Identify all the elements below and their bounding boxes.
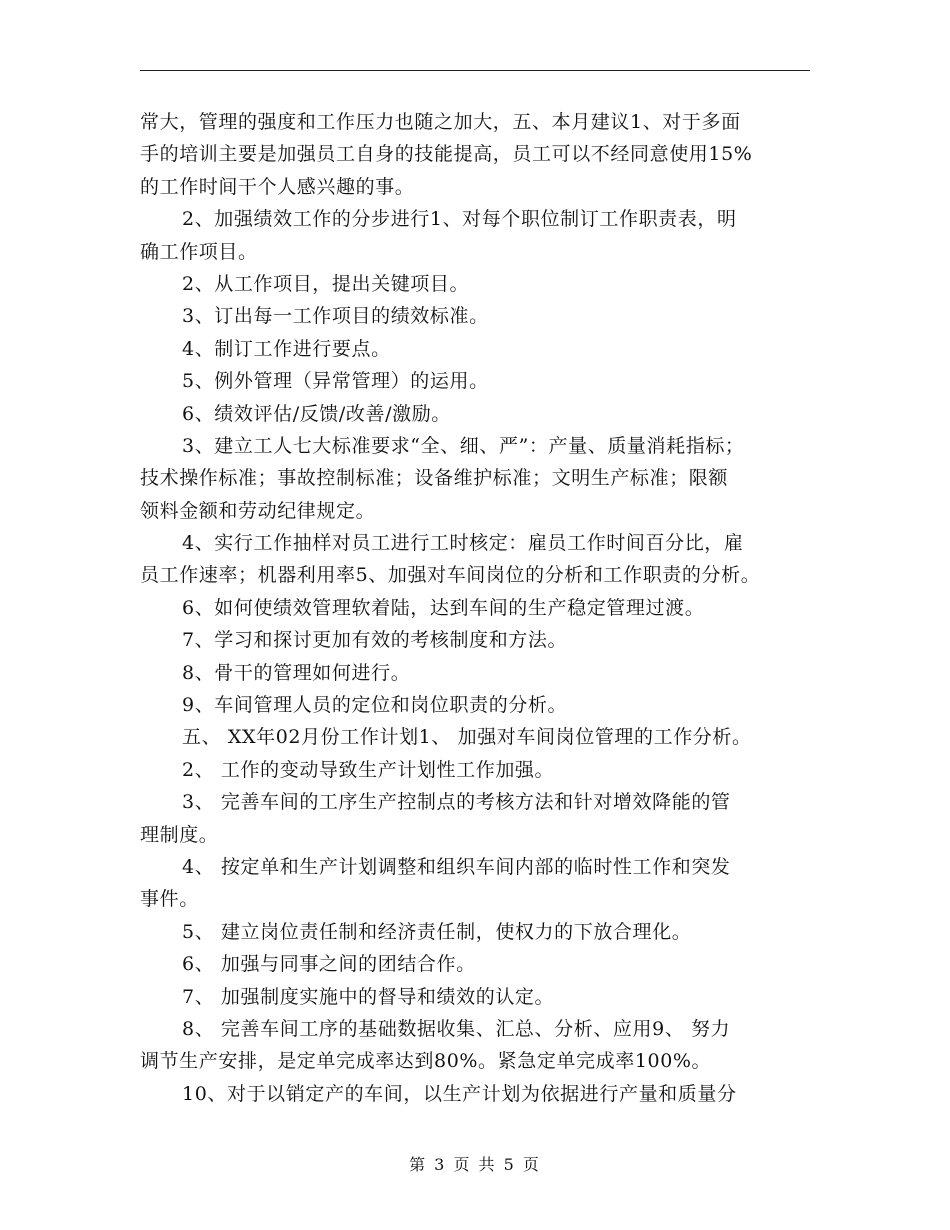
document-body — [140, 106, 820, 1110]
text-line: 员工作速率；机器利用率5、加强对车间岗位的分析和工作职责的分析。 — [140, 564, 761, 587]
text-line: 6、如何使绩效管理软着陆，达到车间的生产稳定管理过渡。 — [182, 596, 705, 619]
text-line: 理制度。 — [140, 823, 219, 846]
text-line: 6、 加强与同事之间的团结合作。 — [182, 953, 476, 976]
text-line: 调节生产安排，是定单完成率达到80%。紧急定单完成率100%。 — [140, 1050, 712, 1073]
text-line: 9、车间管理人员的定位和岗位职责的分析。 — [182, 694, 568, 717]
header-rule — [140, 70, 810, 71]
text-line: 5、 建立岗位责任制和经济责任制，使权力的下放合理化。 — [182, 920, 692, 943]
text-line: 事件。 — [140, 888, 199, 911]
text-line: 6、绩效评估/反馈/改善/激励。 — [182, 402, 451, 425]
text-line: 7、学习和探讨更加有效的考核制度和方法。 — [182, 629, 568, 652]
text-line: 3、 完善车间的工序生产控制点的考核方法和针对增效降能的管 — [182, 791, 731, 814]
text-line: 3、建立工人七大标准要求“全、细、严”：产量、质量消耗指标； — [182, 434, 745, 457]
text-line: 3、订出每一工作项目的绩效标准。 — [182, 305, 489, 328]
text-line: 2、 工作的变动导致生产计划性工作加强。 — [182, 758, 555, 781]
text-line: 8、 完善车间工序的基础数据收集、汇总、分析、应用9、 努力 — [182, 1017, 731, 1040]
text-line: 五、 XX年02月份工作计划1、 加强对车间岗位管理的工作分析。 — [182, 726, 752, 749]
text-line: 8、骨干的管理如何进行。 — [182, 661, 411, 684]
text-line: 7、 加强制度实施中的督导和绩效的认定。 — [182, 985, 555, 1008]
text-line: 4、制订工作进行要点。 — [182, 337, 391, 360]
text-line: 常大，管理的强度和工作压力也随之加大，五、本月建议1、对于多面 — [140, 111, 741, 133]
text-line: 4、实行工作抽样对员工进行工时核定：雇员工作时间百分比，雇 — [182, 532, 744, 555]
text-line: 手的培训主要是加强员工自身的技能提高，员工可以不经同意使用15% — [140, 143, 753, 166]
text-line: 4、 按定单和生产计划调整和组织车间内部的临时性工作和突发 — [182, 855, 731, 878]
text-line: 10、对于以销定产的车间，以生产计划为依据进行产量和质量分 — [182, 1082, 737, 1105]
text-line: 确工作项目。 — [140, 240, 258, 263]
page-footer: 第 3 页 共 5 页 — [409, 1155, 541, 1174]
text-line: 2、加强绩效工作的分步进行1、对每个职位制订工作职责表，明 — [182, 208, 737, 231]
text-line: 2、从工作项目，提出关键项目。 — [182, 272, 470, 295]
text-line: 5、例外管理（异常管理）的运用。 — [182, 370, 489, 393]
text-line: 技术操作标准；事故控制标准；设备维护标准；文明生产标准；限额 — [140, 467, 729, 490]
text-line: 的工作时间干个人感兴趣的事。 — [140, 175, 415, 198]
text-line: 领料金额和劳动纪律规定。 — [140, 499, 376, 522]
